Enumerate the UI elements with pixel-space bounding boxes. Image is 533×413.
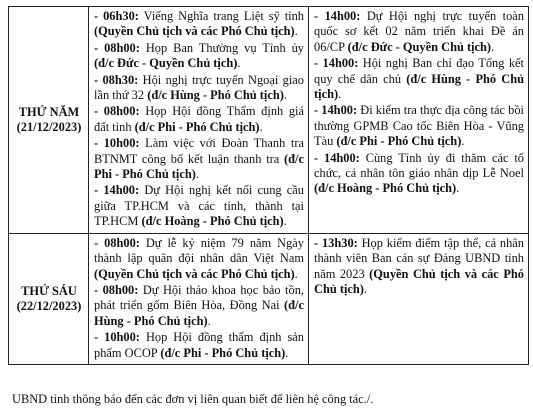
item-assignee: (đ/c Hùng - Phó Chủ tịch) bbox=[314, 71, 524, 102]
item-text: Hội nghị Ban chỉ đạo Tổng kết quy chế dân chủ bbox=[314, 56, 524, 86]
item-end: . bbox=[338, 87, 342, 102]
item-time: - 14h00: bbox=[314, 9, 361, 23]
item-text: Dự Hội nghị trực tuyến toàn quốc sơ kết 02 năm triển khai Đề án 06/CP bbox=[314, 9, 524, 54]
item-end: . bbox=[363, 281, 368, 296]
schedule-item bbox=[94, 104, 304, 135]
item-text: Họp Hội đồng thẩm định sản phẩm OCOP bbox=[94, 330, 304, 360]
item-text: Họp Hội đồng Thẩm định giá đất tỉnh bbox=[94, 104, 304, 134]
morning-column bbox=[89, 7, 309, 234]
item-time: - 10h00: bbox=[94, 136, 140, 151]
morning-column bbox=[89, 233, 309, 364]
item-text: Cùng Tỉnh ủy đi thăm các tổ chức, cá nhân tôn giáo nhân dịp Lễ Noel bbox=[314, 150, 524, 181]
item-assignee: (Quyền Chủ tịch và các Phó Chủ tịch) bbox=[94, 24, 295, 39]
item-end: . bbox=[285, 345, 289, 360]
schedule-row bbox=[9, 7, 529, 234]
item-text: Làm việc với Đoàn Thanh tra BTNMT công bố kết luận thanh tra bbox=[94, 136, 304, 166]
footer-note: UBND tỉnh thông báo đến các đơn vị liên quan biết để liên hệ công tác./. bbox=[12, 392, 374, 406]
item-end: . bbox=[283, 214, 287, 229]
schedule-item bbox=[314, 56, 524, 102]
schedule-item bbox=[94, 41, 304, 72]
item-time: - 10h00: bbox=[94, 330, 140, 345]
item-end: . bbox=[294, 24, 298, 39]
item-end: . bbox=[456, 181, 460, 196]
schedule-item bbox=[314, 151, 524, 197]
item-time: - 08h00: bbox=[94, 40, 140, 55]
item-time: - 14h00: bbox=[314, 103, 358, 118]
afternoon-column bbox=[309, 233, 529, 364]
item-assignee: (đ/c Phi - Phó Chủ tịch) bbox=[160, 345, 286, 360]
item-time: - 06h30: bbox=[94, 9, 139, 23]
item-end: . bbox=[283, 88, 287, 103]
schedule-item bbox=[94, 183, 304, 229]
item-text: Đi kiểm tra thực địa công tác bồi thường GPMB Cao tốc Biên Hòa - Vũng Tàu bbox=[314, 103, 524, 149]
schedule-item bbox=[94, 73, 304, 104]
item-assignee: (đ/c Hùng - Phó Chủ tịch) bbox=[94, 298, 304, 328]
item-assignee: (đ/c Hùng - Phó Chủ tịch) bbox=[147, 88, 284, 103]
item-time: - 08h00: bbox=[94, 104, 140, 119]
schedule-item bbox=[94, 283, 304, 329]
day-cell bbox=[9, 233, 89, 364]
schedule-row bbox=[9, 233, 529, 364]
item-end: . bbox=[461, 134, 465, 149]
item-end: . bbox=[195, 167, 199, 182]
item-time: - 13h30: bbox=[314, 235, 358, 250]
schedule-item bbox=[314, 9, 524, 55]
schedule-item bbox=[94, 236, 304, 282]
day-cell bbox=[9, 7, 89, 234]
schedule-item bbox=[94, 136, 304, 182]
item-text: Hội nghị trực tuyến Ngoại giao lần thứ 32 bbox=[94, 72, 304, 103]
item-time: - 14h00: bbox=[94, 183, 140, 198]
item-end: . bbox=[294, 266, 298, 281]
schedule-item bbox=[314, 103, 524, 149]
item-assignee: (đ/c Phi - Phó Chủ tịch) bbox=[336, 134, 462, 149]
schedule-item bbox=[314, 236, 524, 298]
item-assignee: (đ/c Đức - Quyền Chủ tịch) bbox=[94, 56, 238, 71]
item-assignee: (đ/c Hoàng - Phó Chủ tịch) bbox=[141, 214, 284, 229]
item-time: - 14h00: bbox=[314, 56, 359, 71]
day-date: (21/12/2023) bbox=[16, 119, 82, 134]
item-time: - 08h00: bbox=[94, 235, 140, 250]
schedule-table bbox=[8, 6, 529, 365]
item-assignee: (đ/c Hoàng - Phó Chủ tịch) bbox=[314, 181, 457, 196]
afternoon-column bbox=[309, 7, 529, 234]
item-text: Dự Hội thảo khoa học bảo tồn, phát triển gốm Biên Hòa, Đồng Nai bbox=[94, 282, 304, 313]
schedule-item bbox=[94, 9, 304, 40]
item-text: Viếng Nghĩa trang Liệt sỹ tỉnh bbox=[138, 9, 304, 23]
day-name: THỨ SÁU bbox=[21, 283, 77, 298]
item-time: - 08h00: bbox=[94, 282, 139, 297]
item-text: Dự lễ kỷ niệm 79 năm Ngày thành lập quân đội nhân dân Việt Nam bbox=[94, 235, 304, 266]
item-end: . bbox=[491, 39, 495, 54]
item-text: Họp Ban Thường vụ Tỉnh ủy bbox=[139, 40, 304, 55]
item-end: . bbox=[259, 119, 263, 134]
item-assignee: (đ/c Phi - Phó Chủ tịch) bbox=[94, 151, 304, 182]
item-assignee: (đ/c Phi - Phó Chủ tịch) bbox=[134, 119, 260, 134]
item-assignee: (Quyền Chủ tịch và các Phó Chủ tịch) bbox=[94, 266, 295, 281]
item-time: - 08h30: bbox=[94, 72, 139, 87]
schedule-item bbox=[94, 330, 304, 361]
item-assignee: (đ/c Đức - Quyền Chủ tịch) bbox=[347, 39, 492, 54]
item-text: Dự Hội nghị kết nối cung cầu giữa TP.HCM và các tỉnh, thành tại TP.HCM bbox=[94, 183, 304, 229]
item-assignee: (Quyền Chủ tịch và các Phó Chủ tịch) bbox=[314, 266, 524, 296]
item-time: - 14h00: bbox=[314, 150, 360, 165]
day-date: (22/12/2023) bbox=[16, 298, 82, 313]
item-end: . bbox=[207, 313, 211, 328]
item-end: . bbox=[237, 56, 241, 71]
item-text: Họp kiểm điểm tập thể, cá nhân thành viên Ban cán sự Đảng UBND tỉnh năm 2023 bbox=[314, 235, 524, 281]
day-name: THỨ NĂM bbox=[18, 104, 80, 119]
